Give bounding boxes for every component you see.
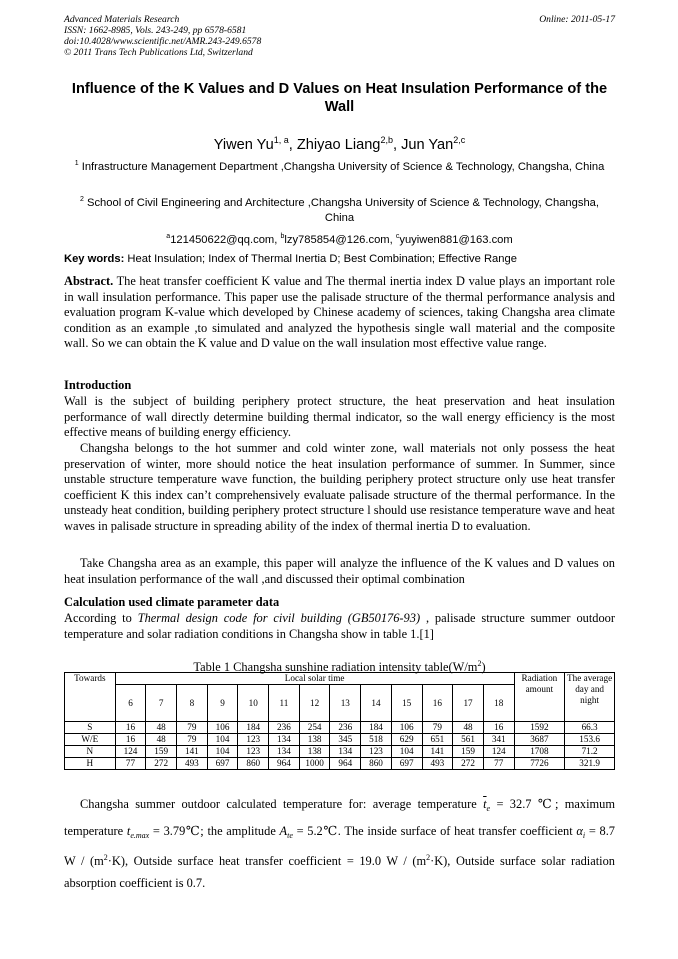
value-cell: 341 bbox=[483, 734, 514, 746]
abstract-text: The heat transfer coefficient K value and The thermal inertia index D value plays an important role in wall insulation performance. This paper use the palisade structure of the thermal performance analysis and evaluation program K-value which developed by Chinese academy of sciences, taking Changsha area climate condition as an example ,to simulated and analyzed the hypothesis single wall material and the composite wall. So we can obtain the K value and D value on the wall insulation most effective value range. bbox=[64, 274, 615, 351]
section-heading-introduction: Introduction bbox=[64, 378, 132, 392]
email-link[interactable]: lzy785854@126.com, bbox=[284, 234, 396, 246]
value-cell: 104 bbox=[207, 746, 238, 758]
header-average: The average day and night bbox=[565, 673, 615, 722]
value-cell: 79 bbox=[422, 722, 453, 734]
copyright-line: © 2011 Trans Tech Publications Ltd, Switzerland bbox=[64, 47, 253, 58]
issn-line: ISSN: 1662-8985, Vols. 243-249, pp 6578-6581 bbox=[64, 25, 247, 36]
value-cell: 236 bbox=[330, 722, 361, 734]
email-marker: c bbox=[395, 233, 400, 240]
value-cell: 860 bbox=[361, 758, 392, 770]
value-cell: 629 bbox=[391, 734, 422, 746]
value-cell: 272 bbox=[146, 758, 177, 770]
hour-cell: 13 bbox=[330, 685, 361, 722]
climate-parameters-paragraph bbox=[64, 793, 615, 894]
value-cell: 141 bbox=[422, 746, 453, 758]
author-separator: , bbox=[288, 137, 297, 153]
value-cell: 138 bbox=[299, 746, 330, 758]
value-cell: 123 bbox=[238, 734, 269, 746]
table-row bbox=[65, 746, 615, 758]
value-cell: 106 bbox=[391, 722, 422, 734]
value-cell: 141 bbox=[177, 746, 208, 758]
keywords bbox=[64, 252, 615, 266]
journal-header bbox=[64, 14, 615, 58]
unit-superscript: 2 bbox=[103, 853, 108, 862]
symbol-amplitude: A bbox=[279, 824, 288, 838]
author-affil-marker: 2,b bbox=[380, 135, 393, 145]
towards-cell: W/E bbox=[65, 734, 116, 746]
radiation-cell: 1592 bbox=[514, 722, 565, 734]
hour-cell: 16 bbox=[422, 685, 453, 722]
value-cell: 16 bbox=[483, 722, 514, 734]
author-list bbox=[64, 131, 615, 154]
online-date: Online: 2011-05-17 bbox=[539, 14, 615, 25]
hour-cell: 6 bbox=[115, 685, 146, 722]
param-text: ·K), Outside surface solar radiation absorption coefficient is 0.7. bbox=[64, 854, 615, 890]
radiation-cell: 1708 bbox=[514, 746, 565, 758]
abstract bbox=[64, 274, 615, 352]
value-cell: 964 bbox=[269, 758, 300, 770]
author-affil-marker: 1, a bbox=[273, 135, 289, 145]
value-cell: 159 bbox=[146, 746, 177, 758]
average-cell: 71.2 bbox=[565, 746, 615, 758]
value-cell: 697 bbox=[207, 758, 238, 770]
value-cell: 104 bbox=[207, 734, 238, 746]
value-cell: 79 bbox=[177, 734, 208, 746]
header-local-solar-time: Local solar time bbox=[115, 673, 514, 685]
hour-cell: 9 bbox=[207, 685, 238, 722]
value-cell: 124 bbox=[483, 746, 514, 758]
unit-superscript: 2 bbox=[426, 853, 431, 862]
value-cell: 48 bbox=[453, 722, 484, 734]
value-cell: 77 bbox=[483, 758, 514, 770]
value-cell: 651 bbox=[422, 734, 453, 746]
table-header-row bbox=[65, 673, 615, 685]
param-text: = 8.7 W / (m bbox=[64, 824, 616, 868]
climate-text: According to bbox=[64, 611, 138, 625]
symbol-subscript: i bbox=[582, 831, 586, 840]
affil-marker: 1 bbox=[74, 160, 79, 167]
author-name: Jun Yan bbox=[401, 137, 454, 153]
value-cell: 697 bbox=[391, 758, 422, 770]
param-text: = 5.2℃. The inside surface of heat transfer coefficient bbox=[292, 824, 577, 838]
param-text: Changsha summer outdoor calculated temperature for: average temperature bbox=[80, 797, 484, 811]
value-cell: 254 bbox=[299, 722, 330, 734]
value-cell: 134 bbox=[269, 734, 300, 746]
symbol-subscript: e.max bbox=[130, 831, 150, 840]
affil-marker: 2 bbox=[79, 196, 84, 203]
table-row bbox=[65, 734, 615, 746]
hour-cell: 12 bbox=[299, 685, 330, 722]
param-text: ·K), Outside surface heat transfer coefficient = 19.0 W / (m bbox=[107, 854, 427, 868]
caption-text: Table 1 Changsha sunshine radiation intensity table(W/m bbox=[193, 660, 478, 674]
symbol-subscript: te bbox=[287, 831, 293, 840]
symbol-average-temp: $\overline{t}$ bbox=[483, 797, 487, 811]
value-cell: 16 bbox=[115, 722, 146, 734]
value-cell: 124 bbox=[115, 746, 146, 758]
param-text: = 3.79℃; the amplitude bbox=[149, 824, 280, 838]
hour-cell: 14 bbox=[361, 685, 392, 722]
value-cell: 272 bbox=[453, 758, 484, 770]
param-text: = 32.7 ℃; maximum temperature bbox=[64, 797, 615, 838]
caption-text: ) bbox=[481, 660, 486, 674]
doi-line: doi:10.4028/www.scientific.net/AMR.243-249.6578 bbox=[64, 36, 262, 47]
intro-paragraph-1: Wall is the subject of building periphery protect structure, the heat preservation and heat insulation performance of wall directly determine building thermal indicator, so the wall energy efficiency is the most effective means of building energy efficiency. bbox=[64, 394, 615, 440]
affiliation-2 bbox=[64, 192, 615, 226]
value-cell: 345 bbox=[330, 734, 361, 746]
author-emails bbox=[64, 230, 615, 247]
value-cell: 123 bbox=[238, 746, 269, 758]
intro-paragraph-2: Changsha belongs to the hot summer and cold winter zone, wall materials not only possess the heat preservation of winter, more should notice the heat insulation performance of summer. In Summer, since unstable structure temperature wave function, the building periphery protect structure only use heat transfer coefficient K this index can’t comprehensively evaluate palisade structure of the thermal performance. In the unsteady heat condition, building periphery protect structure l should use resistance temperature wave and heat waves in palisade structure in spreading ability of the index of thermal inertia D to evaluation. bbox=[64, 441, 615, 533]
email-marker: a bbox=[166, 233, 171, 240]
keywords-text: Heat Insulation; Index of Thermal Inertia D; Best Combination; Effective Range bbox=[124, 253, 517, 265]
value-cell: 1000 bbox=[299, 758, 330, 770]
section-heading-climate: Calculation used climate parameter data bbox=[64, 595, 280, 609]
code-reference: Thermal design code for civil building (GB50176-93) bbox=[137, 611, 421, 625]
radiation-cell: 3687 bbox=[514, 734, 565, 746]
value-cell: 48 bbox=[146, 722, 177, 734]
author-name: Zhiyao Liang bbox=[296, 137, 381, 153]
radiation-cell: 7726 bbox=[514, 758, 565, 770]
value-cell: 236 bbox=[269, 722, 300, 734]
value-cell: 106 bbox=[207, 722, 238, 734]
hour-cell: 10 bbox=[238, 685, 269, 722]
table-row bbox=[65, 758, 615, 770]
value-cell: 138 bbox=[299, 734, 330, 746]
email-link[interactable]: yuyiwen881@163.com bbox=[399, 234, 513, 246]
value-cell: 134 bbox=[269, 746, 300, 758]
value-cell: 48 bbox=[146, 734, 177, 746]
value-cell: 159 bbox=[453, 746, 484, 758]
towards-cell: N bbox=[65, 746, 116, 758]
hour-cell: 17 bbox=[453, 685, 484, 722]
email-link[interactable]: 121450622@qq.com, bbox=[170, 234, 281, 246]
value-cell: 77 bbox=[115, 758, 146, 770]
author-name: Yiwen Yu bbox=[213, 137, 274, 153]
average-cell: 321.9 bbox=[565, 758, 615, 770]
hour-cell: 7 bbox=[146, 685, 177, 722]
value-cell: 79 bbox=[177, 722, 208, 734]
caption-superscript: 2 bbox=[477, 659, 482, 668]
value-cell: 123 bbox=[361, 746, 392, 758]
value-cell: 561 bbox=[453, 734, 484, 746]
hour-cell: 18 bbox=[483, 685, 514, 722]
keywords-label: Key words: bbox=[64, 253, 125, 265]
affiliation-1 bbox=[64, 156, 615, 175]
value-cell: 184 bbox=[361, 722, 392, 734]
value-cell: 860 bbox=[238, 758, 269, 770]
symbol-subscript: e bbox=[486, 804, 491, 813]
email-marker: b bbox=[280, 233, 285, 240]
symbol-max-temp: t bbox=[126, 824, 131, 838]
value-cell: 16 bbox=[115, 734, 146, 746]
intro-paragraph-3: Take Changsha area as an example, this paper will analyze the influence of the K values and D values on heat insulation performance of the wall ,and discussed their optimal combination bbox=[64, 556, 615, 586]
affil-text: School of Civil Engineering and Architecture ,Changsha University of Science & Technology, Changsha, China bbox=[86, 197, 600, 224]
value-cell: 184 bbox=[238, 722, 269, 734]
header-radiation-amount: Radiation amount bbox=[514, 673, 565, 722]
abstract-label: Abstract. bbox=[64, 274, 114, 288]
towards-cell: H bbox=[65, 758, 116, 770]
author-affil-marker: 2,c bbox=[453, 135, 466, 145]
value-cell: 104 bbox=[391, 746, 422, 758]
radiation-table bbox=[64, 672, 615, 770]
hour-cell: 8 bbox=[177, 685, 208, 722]
radiation-table-body bbox=[65, 673, 615, 770]
value-cell: 518 bbox=[361, 734, 392, 746]
hour-cell: 11 bbox=[269, 685, 300, 722]
climate-paragraph bbox=[64, 611, 615, 642]
value-cell: 134 bbox=[330, 746, 361, 758]
journal-name: Advanced Materials Research bbox=[64, 14, 180, 25]
header-towards: Towards bbox=[65, 673, 116, 722]
table-row bbox=[65, 722, 615, 734]
value-cell: 964 bbox=[330, 758, 361, 770]
affil-text: Infrastructure Management Department ,Changsha University of Science & Technology, Changsha, China bbox=[81, 161, 605, 173]
author-separator: , bbox=[392, 137, 402, 153]
towards-cell: S bbox=[65, 722, 116, 734]
paper-title: Influence of the K Values and D Values on Heat Insulation Performance of the Wall bbox=[71, 81, 608, 115]
value-cell: 493 bbox=[177, 758, 208, 770]
value-cell: 493 bbox=[422, 758, 453, 770]
average-cell: 66.3 bbox=[565, 722, 615, 734]
symbol-alpha: α bbox=[576, 824, 583, 838]
climate-text: , palisade structure summer outdoor temperature and solar radiation conditions in Changsha show in table 1.[1] bbox=[64, 611, 615, 641]
hour-cell: 15 bbox=[391, 685, 422, 722]
average-cell: 153.6 bbox=[565, 734, 615, 746]
